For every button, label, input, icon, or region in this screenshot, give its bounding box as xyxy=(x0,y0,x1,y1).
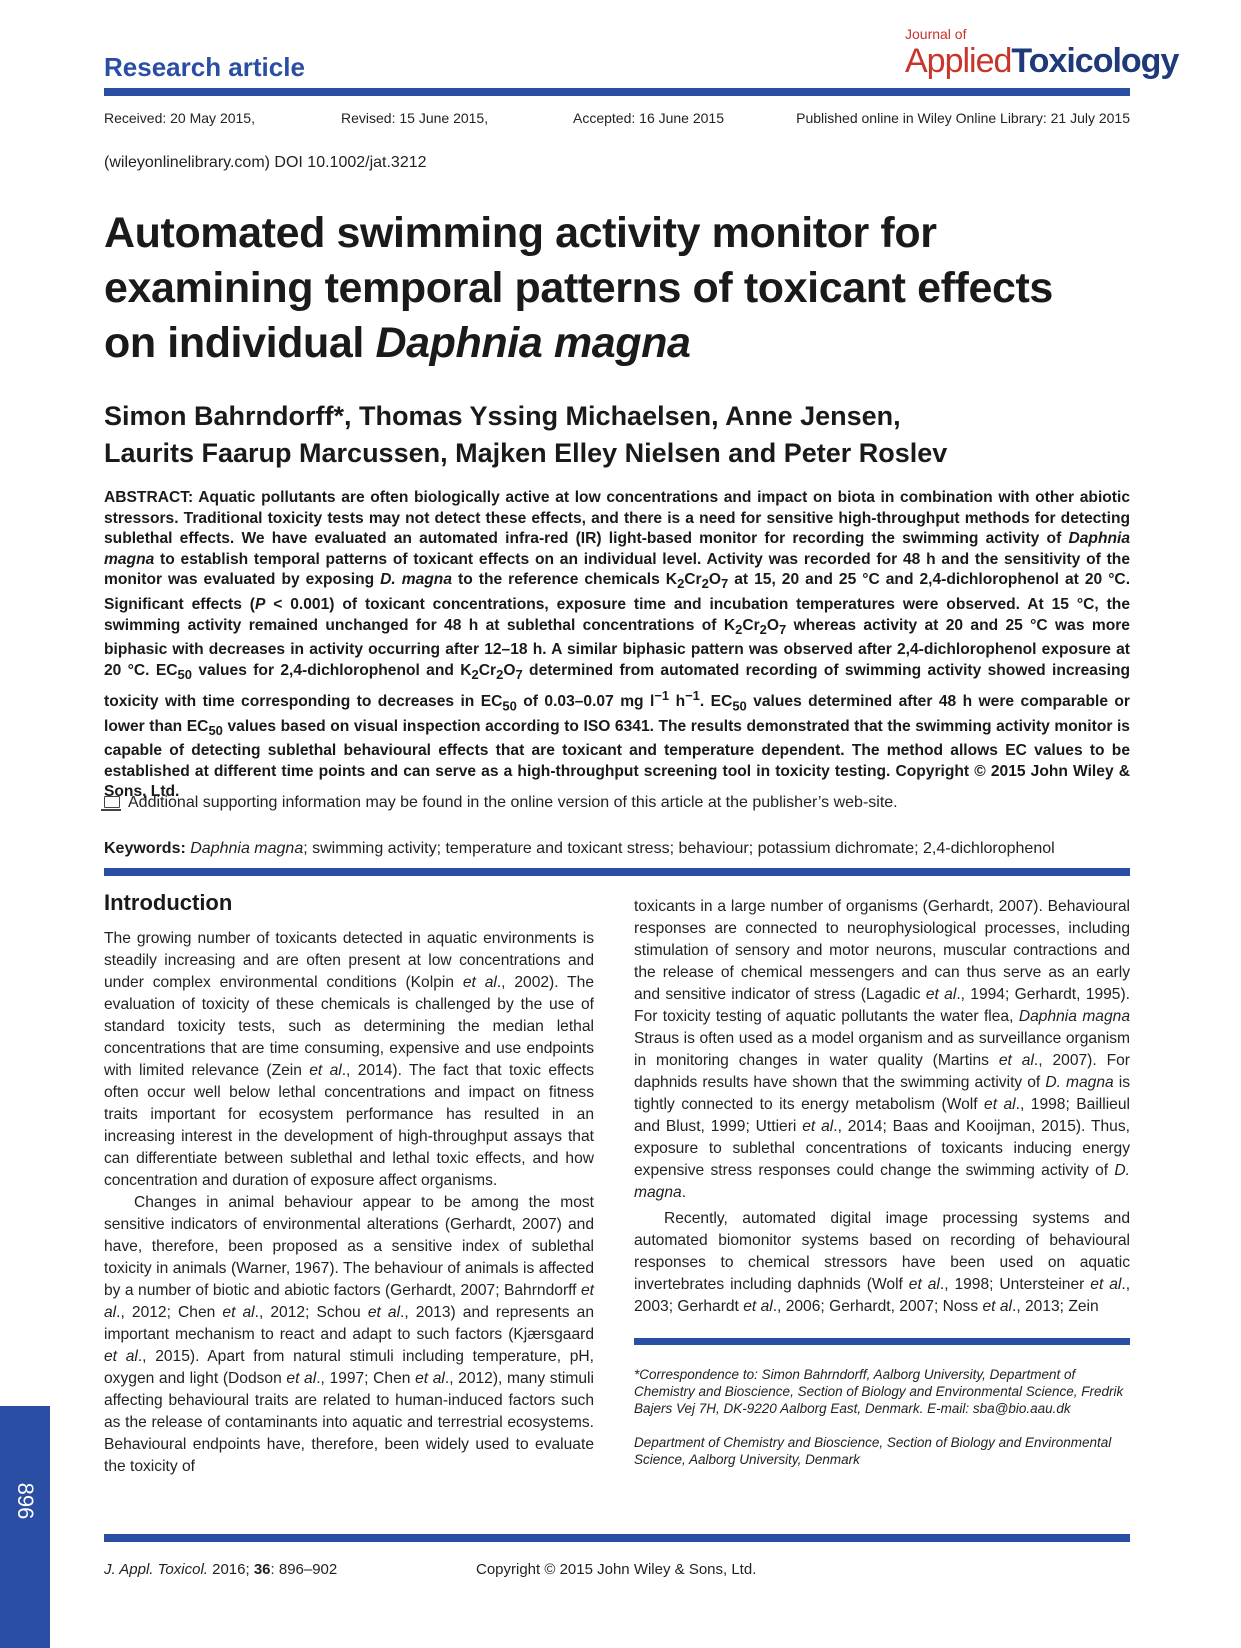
title-line-2: examining temporal patterns of toxicant effects xyxy=(104,264,1053,312)
correspondence-rule xyxy=(634,1338,1130,1345)
authors-line-1: Simon Bahrndorff*, Thomas Yssing Michaelsen, Anne Jensen, xyxy=(104,401,901,431)
logo-title xyxy=(905,42,1178,81)
abstract-rule xyxy=(104,868,1130,876)
page-number: 896 xyxy=(13,1482,38,1520)
published-date: Published online in Wiley Online Library: 21 July 2015 xyxy=(796,110,1130,126)
affiliation-note: Department of Chemistry and Bioscience, Section of Biology and Environmental Science, Aalborg University, Denmark xyxy=(634,1435,1112,1467)
logo-applied: Applied xyxy=(905,42,1012,80)
correspondence-note: *Correspondence to: Simon Bahrndorff, Aalborg University, Department of Chemistry and Bioscience, Section of Biology and Environmental Science, Fredrik Bajers Vej 7H, DK-9220 Aalborg East, Denmark. E-mail: sba@bio.aau.dk xyxy=(634,1367,1124,1416)
title-line-3: on individual xyxy=(104,319,376,367)
copyright-notice: Copyright © 2015 John Wiley & Sons, Ltd. xyxy=(476,1561,757,1578)
journal-logo xyxy=(905,26,1179,88)
supporting-info-note xyxy=(104,794,1130,812)
computer-icon xyxy=(104,796,120,808)
logo-journal-of: Journal of xyxy=(905,26,967,42)
received-date: Received: 20 May 2015, xyxy=(104,110,255,126)
footer-rule xyxy=(104,1534,1130,1542)
title-line-1: Automated swimming activity monitor for xyxy=(104,209,937,257)
section-heading-introduction: Introduction xyxy=(104,890,233,915)
journal-citation: J. Appl. Toxicol. 2016; 36: 896–902 xyxy=(104,1561,338,1578)
abstract: ABSTRACT: Aquatic pollutants are often biologically active at low concentrations and impact on biota in combination with other abiotic stressors. Traditional toxicity tests may not detect these effects, and there is a need for sensitive high-throughput methods for detecting sublethal effects. We have evaluated an automated infra-red (IR) light-based monitor for recording the swimming activity of Daphnia magna to establish temporal patterns of toxicant effects on an individual level. Activity was recorded for 48 h and the sensitivity of the monitor was evaluated by exposing D. magna to the reference chemicals $K_2Cr_2O_7$ at 15, 20 and 25 °C and 2,4-dichlorophenol at 20 °C. Significant effects (P < 0.001) of toxicant concentrations, exposure time and incubation temperatures were observed. At 15 °C, the swimming activity remained unchanged for 48 h at sublethal concentrations of $K_2Cr_2O_7$ whereas activity at 20 and 25 °C was more biphasic with decreases in activity occurring after 12–18 h. A similar biphasic pattern was observed after 2,4-dichlorophenol exposure at 20 °C. $EC_{50}$ values for 2,4-dichlorophenol and $K_2Cr_2O_7$ determined from automated recording of swimming activity showed increasing toxicity with time corresponding to decreases in $EC_{50}$ of 0.03–0.07 mg $l^{-1}$ $h^{-1}$. $EC_{50}$ values determined after 48 h were comparable or lower than $EC_{50}$ values based on visual inspection according to ISO 6341. The results demonstrated that the swimming activity monitor is capable of detecting sublethal behavioural effects that are toxicant and temperature dependent. The method allows EC values to be established at different time points and can serve as a high-throughput screening tool in toxicity testing. Copyright © 2015 John Wiley & Sons, Ltd. xyxy=(104,489,1131,801)
article-title xyxy=(104,206,1144,371)
title-species: Daphnia magna xyxy=(375,319,691,367)
supporting-info-text: Additional supporting information may be found in the online version of this article at the publisher’s web-site. xyxy=(128,794,898,811)
revised-date: Revised: 15 June 2015, xyxy=(341,110,489,126)
paragraph: The growing number of toxicants detected in aquatic environments is steadily increasing and are often present at low concentrations and under complex environmental conditions (Kolpin et al., 2002). The evaluation of toxicity of these chemicals is challenged by the use of standard toxicity tests, such as determining the median lethal concentrations that are time consuming, expensive and use endpoints with limited relevance (Zein et al., 2014). The fact that toxic effects often occur well below lethal concentrations and impact on fitness traits important for ecosystem performance has resulted in an increasing interest in the development of high-throughput assays that can differentiate between sublethal and lethal toxic effects, and how concentration and duration of exposure affect organisms. xyxy=(104,930,594,1189)
keywords-label: Keywords: xyxy=(104,840,186,857)
right-column xyxy=(634,896,1130,1318)
header-rule xyxy=(104,88,1130,96)
paragraph: Recently, automated digital image processing systems and automated biomonitor systems based on recording of behavioural responses to chemical stressors have been used on aquatic invertebrates including daphnids (Wolf et al., 1998; Untersteiner et al., 2003; Gerhardt et al., 2006; Gerhardt, 2007; Noss et al., 2013; Zein xyxy=(634,1210,1131,1315)
logo-toxicology: Toxicology xyxy=(1011,42,1179,80)
page-number-tab xyxy=(0,1406,50,1648)
paragraph: toxicants in a large number of organisms (Gerhardt, 2007). Behavioural responses are connected to neurophysiological processes, including stimulation of sensory and motor neurons, muscular contractions and the release of chemical messengers and can thus serve as an early and sensitive indicator of stress (Lagadic et al., 1994; Gerhardt, 1995). For toxicity testing of aquatic pollutants the water flea, Daphnia magna Straus is often used as a model organism and as surveillance organism in monitoring changes in water quality (Martins et al., 2007). For daphnids results have shown that the swimming activity of D. magna is tightly connected to its energy metabolism (Wolf et al., 1998; Baillieul and Blust, 1999; Uttieri et al., 2014; Baas and Kooijman, 2015). Thus, exposure to sublethal concentrations of toxicants inducing energy expensive stress responses could change the swimming activity of D. magna. xyxy=(634,898,1131,1201)
authors-line-2: Laurits Faarup Marcussen, Majken Elley Nielsen and Peter Roslev xyxy=(104,438,948,468)
paragraph: Changes in animal behaviour appear to be among the most sensitive indicators of environmental alterations (Gerhardt, 2007) and have, therefore, been proposed as a sensitive index of sublethal toxicity in animals (Warner, 1967). The behaviour of animals is affected by a number of biotic and abiotic factors (Gerhardt, 2007; Bahrndorff et al., 2012; Chen et al., 2012; Schou et al., 2013) and represents an important mechanism to react and adapt to such factors (Kjærsgaard et al., 2015). Apart from natural stimuli including temperature, pH, oxygen and light (Dodson et al., 1997; Chen et al., 2012), many stimuli affecting behavioural traits are related to human-induced factors such as the release of contaminants into aquatic and terrestrial ecosystems. Behavioural endpoints have, therefore, been widely used to evaluate the toxicity of xyxy=(104,1194,594,1475)
section-label: Research article xyxy=(104,52,305,82)
left-column xyxy=(104,928,594,1478)
author-list xyxy=(104,398,1134,472)
accepted-date: Accepted: 16 June 2015 xyxy=(573,110,725,126)
doi-line: (wileyonlinelibrary.com) DOI 10.1002/jat.3212 xyxy=(104,154,427,171)
keywords: Keywords: Daphnia magna; swimming activity; temperature and toxicant stress; behaviour; potassium dichromate; 2,4-dichlorophenol xyxy=(104,840,1055,857)
